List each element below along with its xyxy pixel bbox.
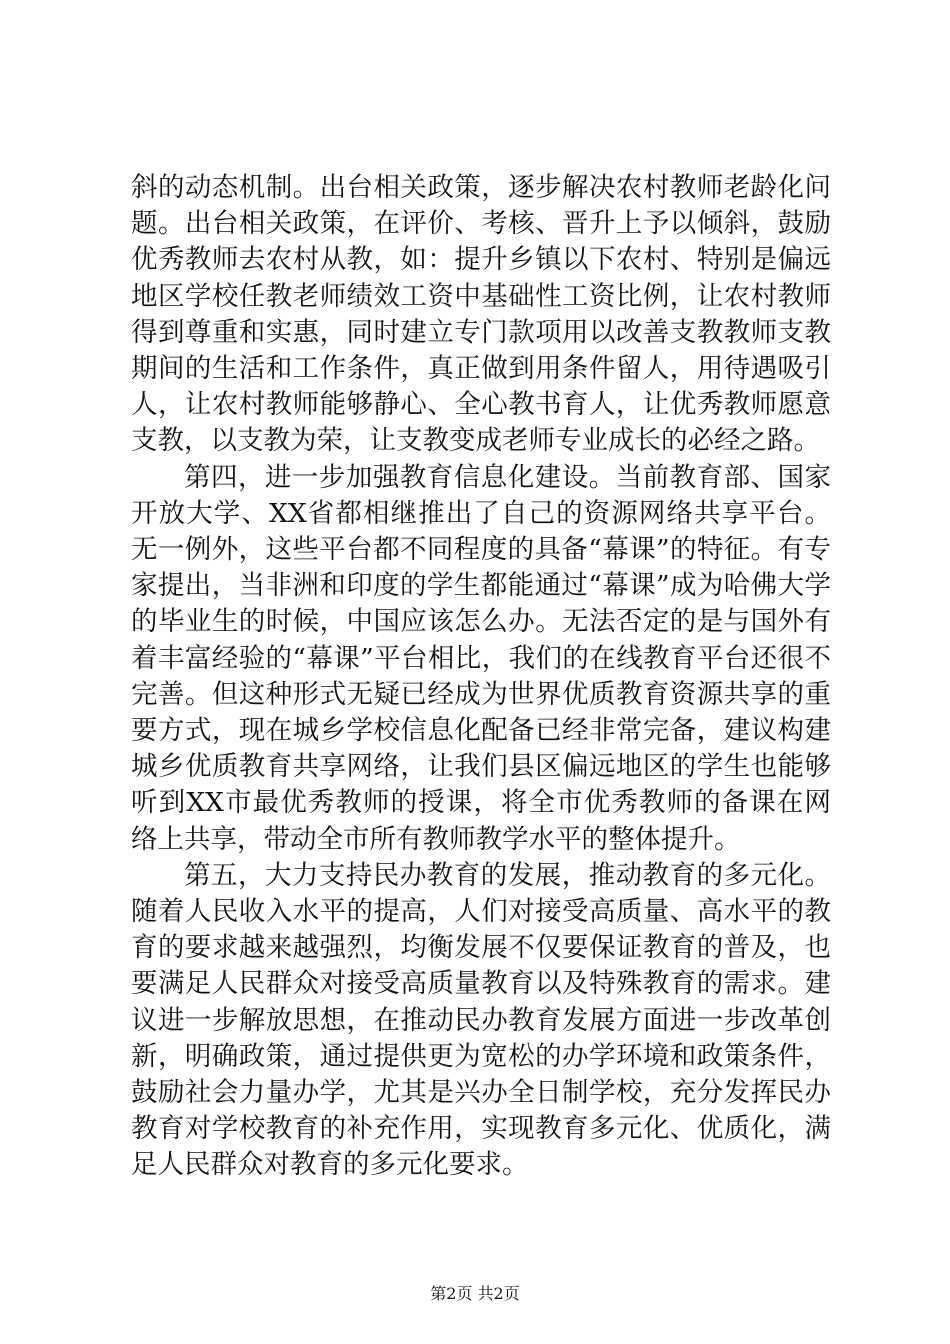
paragraph-3: 第五，大力支持民办教育的发展，推动教育的多元化。随着人民收入水平的提高，人们对接受高质量、高水平的教育的要求越来越强烈，均衡发展不仅要保证教育的普及，也要满足人民群众对接受高质量教育以及特殊教育的需求。建议进一步解放思想，在推动民办教育发展方面进一步改革创新，明确政策，通过提供更为宽松的办学环境和政策条件，鼓励社会力量办学，尤其是兴办全日制学校，充分发挥民办教育对学校教育的补充作用，实现教育多元化、优质化，满足人民群众对教育的多元化要求。 [131, 859, 831, 1181]
document-body [131, 170, 831, 1184]
page-footer: 第2页 共2页 [430, 1284, 520, 1303]
paragraph-2: 第四，进一步加强教育信息化建设。当前教育部、国家开放大学、XX省都相继推出了自己的资源网络共享平台。无一例外，这些平台都不同程度的具备“幕课”的特征。有专家提出，当非洲和印度的学生都能通过“幕课”成为哈佛大学的毕业生的时候，中国应该怎么办。无法否定的是与国外有着丰富经验的“幕课”平台相比，我们的在线教育平台还很不完善。但这种形式无疑已经成为世界优质教育资源共享的重要方式，现在城乡学校信息化配备已经非常完备，建议构建城乡优质教育共享网络，让我们县区偏远地区的学生也能够听到XX市最优秀教师的授课，将全市优秀教师的备课在网络上共享，带动全市所有教师教学水平的整体提升。 [131, 461, 831, 855]
paragraph-1: 斜的动态机制。出台相关政策，逐步解决农村教师老龄化问题。出台相关政策，在评价、考核、晋升上予以倾斜，鼓励优秀教师去农村从教，如：提升乡镇以下农村、特别是偏远地区学校任教老师绩效工资中基础性工资比例，让农村教师得到尊重和实惠，同时建立专门款项用以改善支教教师支教期间的生活和工作条件，真正做到用条件留人，用待遇吸引人，让农村教师能够静心、全心教书育人，让优秀教师愿意支教，以支教为荣，让支教变成老师专业成长的必经之路。 [131, 172, 831, 457]
